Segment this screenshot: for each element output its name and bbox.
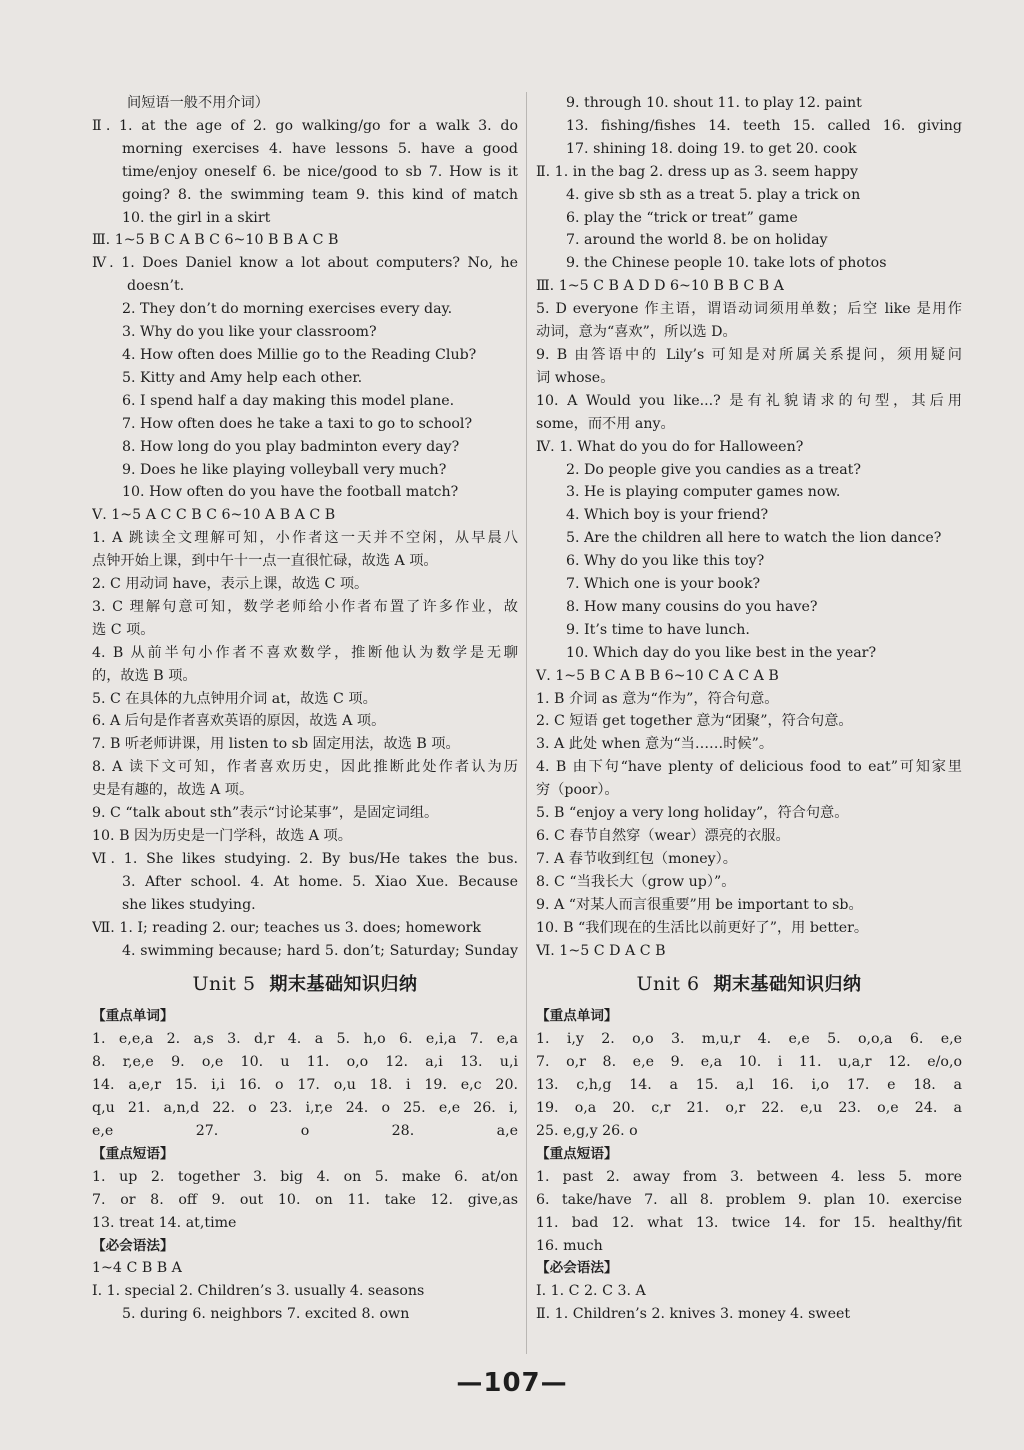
- text-line: 7. or 8. off 9. out 10. on 11. take 12. give,as: [92, 1191, 518, 1208]
- text-line: 7. How often does he take a taxi to go to school?: [122, 415, 473, 432]
- text-line: Ⅱ. 1. in the bag 2. dress up as 3. seem happy: [536, 163, 858, 180]
- text-line: 6. Why do you like this toy?: [566, 553, 765, 570]
- text-line: 10. Which day do you like best in the year?: [566, 644, 877, 661]
- unit5-heading: [92, 970, 518, 999]
- text-line: 10. B “我们现在的生活比以前更好了”，用 better。: [536, 919, 869, 936]
- text-line: 9. through 10. shout 11. to play 12. paint: [566, 95, 862, 111]
- text-line: 7. A 春节收到红包（money）。: [536, 850, 737, 867]
- right-column: [536, 92, 962, 1326]
- column-divider: [526, 92, 527, 1354]
- text-line: morning exercises 4. have lessons 5. have a good: [122, 140, 518, 157]
- text-line: 4. give sb sth as a treat 5. play a trick on: [566, 186, 861, 203]
- text-line: 10. the girl in a skirt: [122, 209, 271, 226]
- text-line: 3. Why do you like your classroom?: [122, 324, 377, 341]
- text-line: 4. How often does Millie go to the Reading Club?: [122, 346, 477, 363]
- text-line: 选 C 项。: [92, 621, 155, 638]
- text-line: 13. treat 14. at,time: [92, 1214, 237, 1231]
- text-line: doesn’t.: [127, 278, 185, 295]
- unit5-phrases: [92, 1166, 518, 1235]
- text-line: 4. B 从前半句小作者不喜欢数学，推断他认为数学是无聊: [92, 644, 518, 661]
- text-line: 7. o,r 8. e,e 9. e,a 10. i 11. u,a,r 12. e/o,o: [536, 1054, 962, 1071]
- text-line: Ⅲ. 1~5 C B A D D 6~10 B B C B A: [536, 278, 784, 295]
- text-line: 的，故选 B 项。: [92, 667, 197, 684]
- text-line: 6. take/have 7. all 8. problem 9. plan 10. exercise: [536, 1191, 962, 1208]
- text-line: 5. Are the children all here to watch the lion dance?: [566, 530, 942, 547]
- text-line: she likes studying.: [122, 896, 256, 913]
- text-line: 2. C 用动词 have，表示上课，故选 C 项。: [92, 576, 369, 593]
- text-line: 19. o,a 20. c,r 21. o,r 22. e,u 23. o,e 24. a: [536, 1100, 962, 1117]
- text-line: 8. How long do you play badminton every day?: [122, 438, 460, 455]
- unit5-phrases-heading: 【重点短语】: [92, 1145, 174, 1162]
- text-line: 13. c,h,g 14. a 15. a,l 16. i,o 17. e 18. a: [536, 1077, 962, 1094]
- text-line: 3. A 此处 when 意为“当……时候”。: [536, 736, 774, 753]
- text-line: 5. C 在具体的九点钟用介词 at，故选 C 项。: [92, 690, 377, 707]
- text-line: 6. A 后句是作者喜欢英语的原因，故选 A 项。: [92, 713, 386, 730]
- unit5-grammar: [92, 1257, 518, 1326]
- text-line: 1. past 2. away from 3. between 4. less 5. more: [536, 1168, 962, 1185]
- text-line: 点钟开始上课，到中午十一点一直很忙碌，故选 A 项。: [92, 553, 438, 570]
- text-line: some，而不用 any。: [536, 415, 675, 432]
- text-line: 8. How many cousins do you have?: [566, 598, 818, 615]
- text-line: 13. fishing/fishes 14. teeth 15. called 16. giving: [566, 117, 962, 134]
- unit6-vocab-heading: 【重点单词】: [536, 1008, 618, 1025]
- text-line: 14. a,e,r 15. i,i 16. o 17. o,u 18. i 19. e,c 20.: [92, 1077, 518, 1094]
- text-line: Ⅵ. 1. She likes studying. 2. By bus/He takes the bus.: [92, 850, 518, 867]
- text-line: 2. They don’t do morning exercises every day.: [122, 301, 453, 318]
- text-line: Ⅱ. 1. Children’s 2. knives 3. money 4. sweet: [536, 1306, 851, 1323]
- text-line: 9. A “对某人而言很重要”用 be important to sb。: [536, 896, 863, 913]
- unit6-title: 期末基础知识归纳: [713, 974, 862, 996]
- text-line: 7. Which one is your book?: [566, 576, 761, 593]
- right-answers: [536, 92, 962, 962]
- text-line: 1. i,y 2. o,o 3. m,u,r 4. e,e 5. o,o,a 6. e,e: [536, 1031, 962, 1048]
- left-answers: [92, 92, 518, 962]
- text-line: 5. during 6. neighbors 7. excited 8. own: [122, 1306, 410, 1323]
- text-line: 2. Do people give you candies as a treat?: [566, 461, 861, 478]
- text-line: 9. Does he like playing volleyball very much?: [122, 461, 447, 478]
- text-line: Ⅵ. 1~5 C D A C B: [536, 942, 666, 959]
- text-line: 4. B 由下句“have plenty of delicious food to eat”可知家里: [536, 759, 962, 776]
- text-line: 10. B 因为历史是一门学科，故选 A 项。: [92, 828, 352, 844]
- text-line: Ⅲ. 1~5 B C A B C 6~10 B B A C B: [92, 232, 339, 249]
- text-line: 3. After school. 4. At home. 5. Xiao Xue. Because: [122, 873, 518, 890]
- unit6-heading: [536, 970, 962, 999]
- text-line: 1. e,e,a 2. a,s 3. d,r 4. a 5. h,o 6. e,i,a 7. e,a: [92, 1031, 518, 1048]
- text-line: 穷（poor）。: [536, 782, 619, 799]
- text-line: going? 8. the swimming team 9. this kind of match: [122, 186, 518, 203]
- unit5-grammar-heading: 【必会语法】: [92, 1237, 174, 1254]
- text-line: Ⅳ. 1. What do you do for Halloween?: [536, 438, 804, 455]
- text-line: q,u 21. a,n,d 22. o 23. i,r,e 24. o 25. e,e 26. i,: [92, 1100, 518, 1117]
- text-line: Ⅳ. 1. Does Daniel know a lot about computers? No, he: [92, 255, 518, 272]
- text-line: Ⅰ. 1. special 2. Children’s 3. usually 4. seasons: [92, 1283, 425, 1300]
- text-line: Ⅰ. 1. C 2. C 3. A: [536, 1283, 646, 1300]
- unit6-phrases-heading: 【重点短语】: [536, 1145, 618, 1162]
- unit6-grammar-heading: 【必会语法】: [536, 1260, 618, 1277]
- text-line: 8. r,e,e 9. o,e 10. u 11. o,o 12. a,i 13. u,i: [92, 1054, 518, 1071]
- unit5-label: Unit 5: [192, 973, 256, 996]
- unit5-vocab-heading: 【重点单词】: [92, 1008, 174, 1025]
- text-line: Ⅴ. 1~5 A C C B C 6~10 A B A C B: [92, 507, 336, 524]
- text-line: 9. the Chinese people 10. take lots of photos: [566, 255, 887, 272]
- text-line: 史是有趣的，故选 A 项。: [92, 782, 254, 799]
- text-line: 3. C 理解句意可知，数学老师给小作者布置了许多作业，故: [92, 598, 518, 615]
- text-line: 11. bad 12. what 13. twice 14. for 15. healthy/fit: [536, 1214, 962, 1231]
- text-line: 9. B 由答语中的 Lily’s 可知是对所属关系提问，须用疑问: [536, 346, 962, 363]
- text-line: 10. A Would you like...? 是有礼貌请求的句型，其后用: [536, 392, 962, 409]
- left-column: [92, 92, 518, 1326]
- unit5-title: 期末基础知识归纳: [269, 974, 418, 996]
- unit6-grammar: [536, 1280, 962, 1326]
- text-line: time/enjoy oneself 6. be nice/good to sb 7. How is it: [122, 163, 518, 180]
- text-line: 6. play the “trick or treat” game: [566, 209, 798, 226]
- text-line: 5. B “enjoy a very long holiday”，符合句意。: [536, 805, 849, 822]
- text-line: 9. It’s time to have lunch.: [566, 621, 750, 638]
- text-line: 间短语一般不用介词）: [127, 95, 269, 111]
- text-line: 9. C “talk about sth”表示“讨论某事”，是固定词组。: [92, 805, 439, 822]
- text-line: 7. around the world 8. be on holiday: [566, 232, 828, 249]
- text-line: 17. shining 18. doing 19. to get 20. cook: [566, 140, 857, 157]
- text-line: 1. up 2. together 3. big 4. on 5. make 6. at/on: [92, 1168, 518, 1185]
- text-line: 4. Which boy is your friend?: [566, 507, 769, 524]
- text-line: 词 whose。: [536, 369, 615, 386]
- text-line: 动词，意为“喜欢”，所以选 D。: [536, 324, 737, 341]
- text-line: 4. swimming because; hard 5. don’t; Saturday; Sunday: [122, 942, 518, 959]
- text-line: 8. C “当我长大（grow up）”。: [536, 873, 736, 890]
- text-line: e,e 27. o 28. a,e: [92, 1122, 518, 1139]
- unit6-phrases: [536, 1166, 962, 1258]
- text-line: Ⅱ. 1. at the age of 2. go walking/go for a walk 3. do: [92, 117, 518, 134]
- text-line: 2. C 短语 get together 意为“团聚”，符合句意。: [536, 713, 853, 730]
- text-line: 1. B 介词 as 意为“作为”，符合句意。: [536, 690, 779, 707]
- text-line: 6. I spend half a day making this model plane.: [122, 392, 455, 409]
- text-line: 1~4 C B B A: [92, 1260, 182, 1277]
- text-line: 10. How often do you have the football match?: [122, 484, 459, 501]
- text-line: Ⅴ. 1~5 B C A B B 6~10 C A C A B: [536, 667, 779, 684]
- text-line: 8. A 读下文可知，作者喜欢历史，因此推断此处作者认为历: [92, 759, 518, 776]
- text-line: 16. much: [536, 1237, 603, 1254]
- text-line: 25. e,g,y 26. o: [536, 1122, 638, 1139]
- page-number: —107—: [456, 1368, 568, 1398]
- unit6-label: Unit 6: [636, 973, 700, 996]
- text-line: 3. He is playing computer games now.: [566, 484, 841, 501]
- text-line: 1. A 跳读全文理解可知，小作者这一天并不空闲，从早晨八: [92, 530, 518, 547]
- unit6-vocab: [536, 1028, 962, 1143]
- unit5-vocab: [92, 1028, 518, 1143]
- text-line: 7. B 听老师讲课，用 listen to sb 固定用法，故选 B 项。: [92, 736, 460, 753]
- text-line: 5. Kitty and Amy help each other.: [122, 369, 363, 386]
- text-line: 5. D everyone 作主语，谓语动词须用单数；后空 like 是用作: [536, 301, 962, 318]
- text-line: Ⅶ. 1. I; reading 2. our; teaches us 3. does; homework: [92, 919, 482, 936]
- text-line: 6. C 春节自然穿（wear）漂亮的衣服。: [536, 828, 790, 844]
